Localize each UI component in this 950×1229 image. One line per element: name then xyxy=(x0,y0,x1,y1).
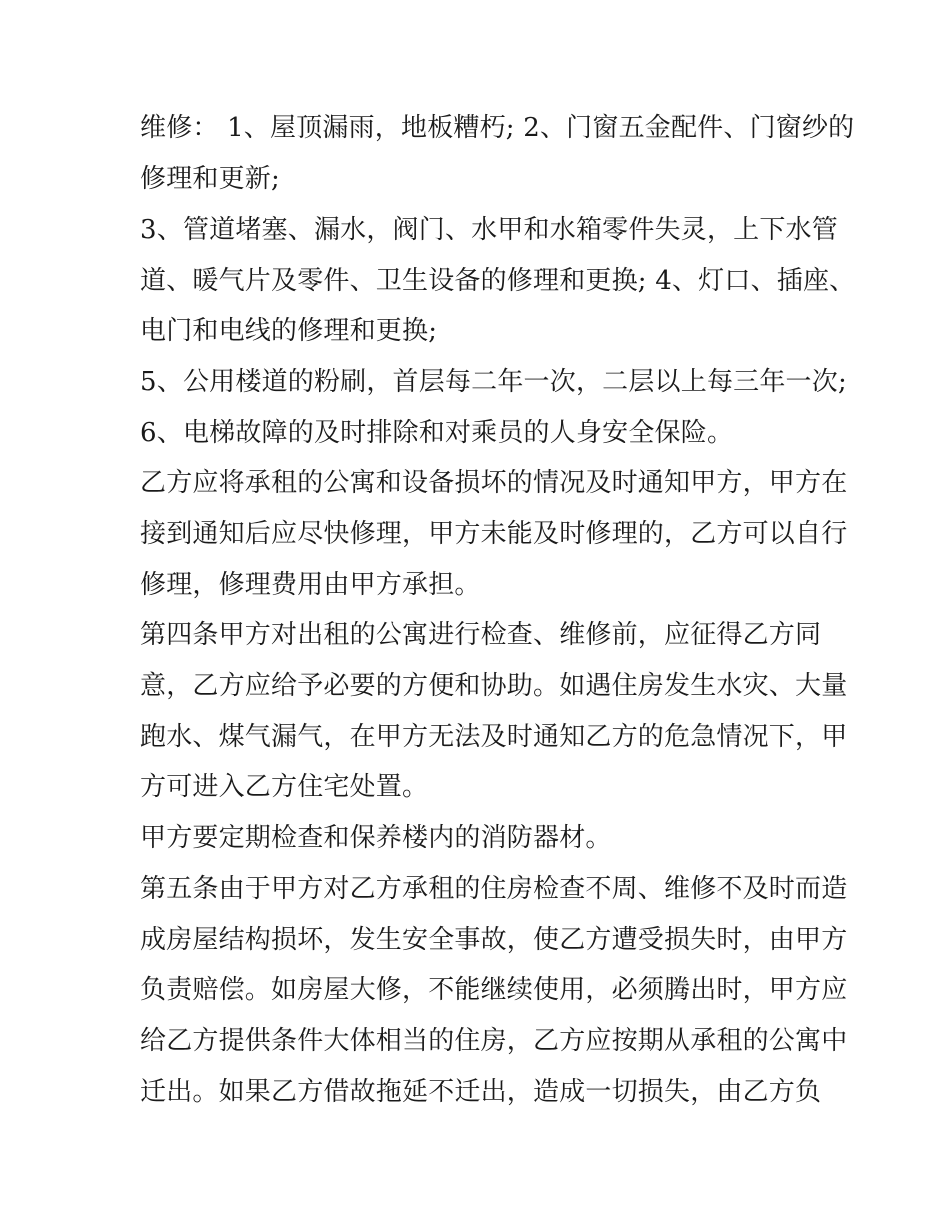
text-line: 乙方应将承租的公寓和设备损坏的情况及时通知甲方，甲方在 xyxy=(140,468,848,498)
text-line: 第四条甲方对出租的公寓进行检查、维修前，应征得乙方同 xyxy=(140,620,822,650)
text-line: 负责赔偿。如房屋大修，不能继续使用，必须腾出时，甲方应 xyxy=(140,975,848,1005)
text-line: 5、公用楼道的粉刷，首层每二年一次，二层以上每三年一次; xyxy=(140,367,847,397)
text-line: 第五条由于甲方对乙方承租的住房检查不周、维修不及时而造 xyxy=(140,874,848,904)
text-line: 接到通知后应尽快修理，甲方未能及时修理的，乙方可以自行 xyxy=(140,519,848,549)
text-line: 修理，修理费用由甲方承担。 xyxy=(140,570,481,600)
text-line: 迁出。如果乙方借故拖延不迁出，造成一切损失，由乙方负 xyxy=(140,1077,822,1107)
text-line: 意，乙方应给予必要的方便和协助。如遇住房发生水灾、大量 xyxy=(140,671,848,701)
text-line: 3、管道堵塞、漏水，阀门、水甲和水箱零件失灵，上下水管 xyxy=(140,215,838,245)
text-line: 跑水、煤气漏气，在甲方无法及时通知乙方的危急情况下，甲 xyxy=(140,722,848,752)
text-line: 维修： 1、屋顶漏雨，地板糟朽; 2、门窗五金配件、门窗纱的 xyxy=(140,113,855,143)
text-line: 电门和电线的修理和更换; xyxy=(140,316,438,346)
text-line: 甲方要定期检查和保养楼内的消防器材。 xyxy=(140,823,612,853)
text-line: 修理和更新; xyxy=(140,164,280,194)
text-line: 成房屋结构损坏，发生安全事故，使乙方遭受损失时，由甲方 xyxy=(140,925,848,955)
text-line: 道、暖气片及零件、卫生设备的修理和更换; 4、灯口、插座、 xyxy=(140,266,856,296)
text-line: 给乙方提供条件大体相当的住房，乙方应按期从承租的公寓中 xyxy=(140,1026,848,1056)
text-line: 6、电梯故障的及时排除和对乘员的人身安全保险。 xyxy=(140,418,734,448)
text-line: 方可进入乙方住宅处置。 xyxy=(140,772,429,802)
